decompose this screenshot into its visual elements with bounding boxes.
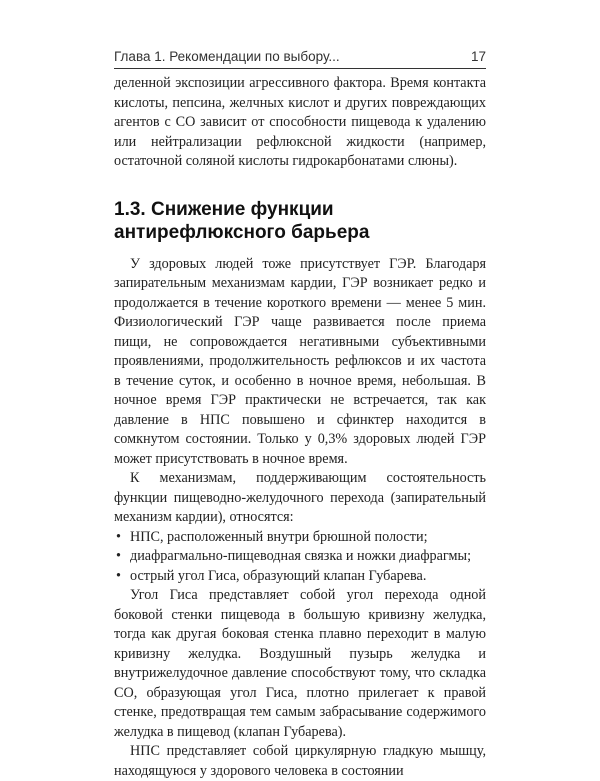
chapter-title: Глава 1. Рекомендации по выбору... (114, 49, 340, 64)
continuation-paragraph: деленной экспозиции агрессивного фактора. Время контакта кислоты, пепсина, желчных кислот и других повреждающих агентов с СО зависит от способности пищевода к удалению или нейтрализации рефлюксной жидкости (например, остаточной соляной кислоты гидрокарбонатами слюны). (114, 75, 486, 169)
paragraph-mechanisms: К механизмам, поддерживающим состоятельность функции пищеводно-желудочного перехода (запирательный механизм кардии), относятся: (114, 470, 486, 525)
paragraph-les: НПС представляет собой циркулярную гладкую мышцу, находящуюся у здорового человека в состоянии (114, 743, 486, 779)
paragraph-healthy-ger: У здоровых людей тоже присутствует ГЭР. Благодаря запирательным механизмам кардии, ГЭР возникает редко и продолжается в течение короткого времени — менее 5 мин. Физиологический ГЭР чаще развивается после приема пищи, не сопровождается негативными субъективными проявлениями, продолжительность рефлюксов и их частота в течение суток, и особенно в ночное время, небольшая. В ночное время ГЭР практически не встречается, так как давление в НПС повышено и сфинктер находится в сомкнутом состоянии. Только у 0,3% здоровых людей ГЭР может присутствовать в ночное время. (114, 255, 486, 467)
bullet-marker: • (116, 548, 121, 564)
bullet-marker: • (116, 567, 121, 584)
list-item-text: НПС, расположенный внутри брюшной полости; (130, 528, 428, 545)
section-heading (114, 198, 486, 244)
list-item (114, 528, 486, 548)
paragraph-his-angle: Угол Гиса представляет собой угол перехода одной боковой стенки пищевода в большую кривизну желудка, тогда как другая боковая стенка плавно переходит в малую кривизну желудка. Воздушный пузырь желудка и внутрижелудочное давление способствуют тому, что складка СО, образующая угол Гиса, плотно прилегает к правой стенке, предотвращая тем самым забрасывание содержимого желудка в пищевод (клапан Губарева). (114, 587, 486, 740)
list-item (114, 567, 486, 587)
mechanisms-list (114, 528, 486, 587)
page-content (114, 74, 486, 781)
bullet-marker: • (116, 528, 121, 545)
page-number: 17 (470, 49, 486, 64)
section-heading-line-1: 1.3. Снижение функции (114, 198, 334, 220)
header-rule (114, 68, 486, 69)
list-item (114, 547, 486, 567)
list-item-text: диафрагмально-пищеводная связка и ножки диафрагмы; (130, 548, 472, 564)
section-heading-line-2: антирефлюксного барьера (114, 221, 370, 243)
list-item-text: острый угол Гиса, образующий клапан Губарева. (130, 567, 427, 584)
running-head (114, 46, 486, 68)
